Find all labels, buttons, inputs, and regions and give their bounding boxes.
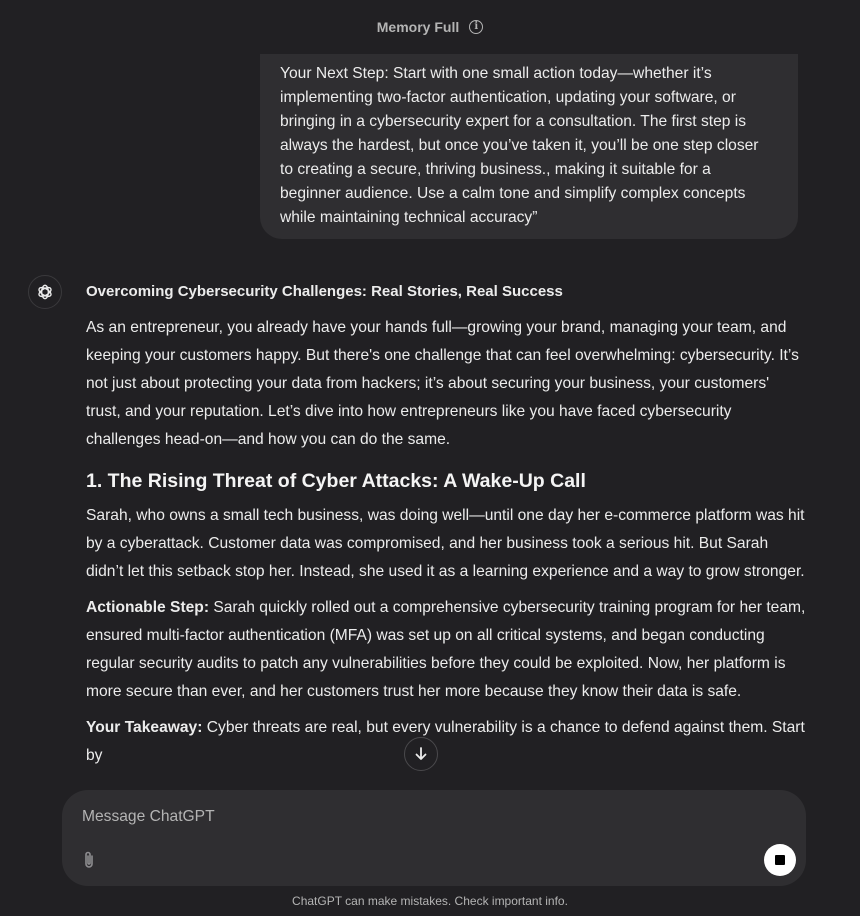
scroll-to-bottom-button[interactable] — [404, 737, 438, 771]
memory-status[interactable] — [377, 19, 483, 35]
info-icon[interactable]: i — [469, 20, 483, 34]
user-message-text: Your Next Step: Start with one small action today—whether it’s implementing two-factor authentication, updating your software, or bringing in a cybersecurity expert for a consultation. The first step is always the hardest, but once you’ve taken it, you’ll be one step closer to creating a secure, thriving business., making it suitable for a beginner audience. Use a calm tone and simplify complex concepts while maintaining technical accuracy” — [280, 65, 759, 226]
message-input[interactable] — [80, 802, 724, 832]
takeaway-text: Cyber threats are real, but every vulnerability is a chance to defend against them. Start by — [86, 719, 805, 764]
actionable-step-label: Actionable Step: — [86, 599, 210, 616]
intro-paragraph: As an entrepreneur, you already have your hands full—growing your brand, managing your team, and keeping your customers happy. But there's one challenge that can feel overwhelming: cybersecurity. It’s not just about protecting your data from hackers; it’s about securing your business, your customers' trust, and your reputation. Let’s dive into how entrepreneurs like you have faced cybersecurity challenges head-on—and how you can do the same. — [86, 319, 799, 448]
section-heading: 1. The Rising Threat of Cyber Attacks: A Wake-Up Call — [86, 470, 586, 492]
assistant-message — [86, 280, 806, 764]
paperclip-icon — [82, 850, 96, 870]
attach-button[interactable] — [78, 848, 100, 872]
actionable-step-text: Sarah quickly rolled out a comprehensive cybersecurity training program for her team, ensured multi-factor authentication (MFA) was set up on all critical systems, and began conducting regular security audits to patch any vulnerabilities before they could be exploited. Now, her platform is more secure than ever, and her customers trust her more because they know their data is safe. — [86, 599, 806, 700]
openai-logo-icon — [35, 282, 55, 302]
assistant-avatar — [28, 275, 62, 309]
message-composer — [62, 790, 806, 886]
memory-banner — [0, 0, 860, 54]
stop-generating-button[interactable] — [764, 844, 796, 876]
arrow-down-icon — [413, 746, 429, 762]
takeaway-paragraph — [86, 714, 806, 764]
memory-status-label: Memory Full — [376, 19, 460, 35]
takeaway-label: Your Takeaway: — [86, 719, 203, 736]
story-paragraph: Sarah, who owns a small tech business, was doing well—until one day her e-commerce platform was hit by a cyberattack. Customer data was compromised, and her business took a serious hit. But Sarah didn’t let this setback stop her. Instead, she used it as a learning experience and a way to grow stronger. — [86, 507, 805, 580]
stop-icon — [775, 855, 785, 865]
actionable-step-paragraph — [86, 594, 806, 706]
response-title: Overcoming Cybersecurity Challenges: Real Stories, Real Success — [86, 283, 563, 300]
disclaimer-text: ChatGPT can make mistakes. Check important info. — [292, 894, 568, 908]
user-message-bubble — [260, 54, 798, 239]
